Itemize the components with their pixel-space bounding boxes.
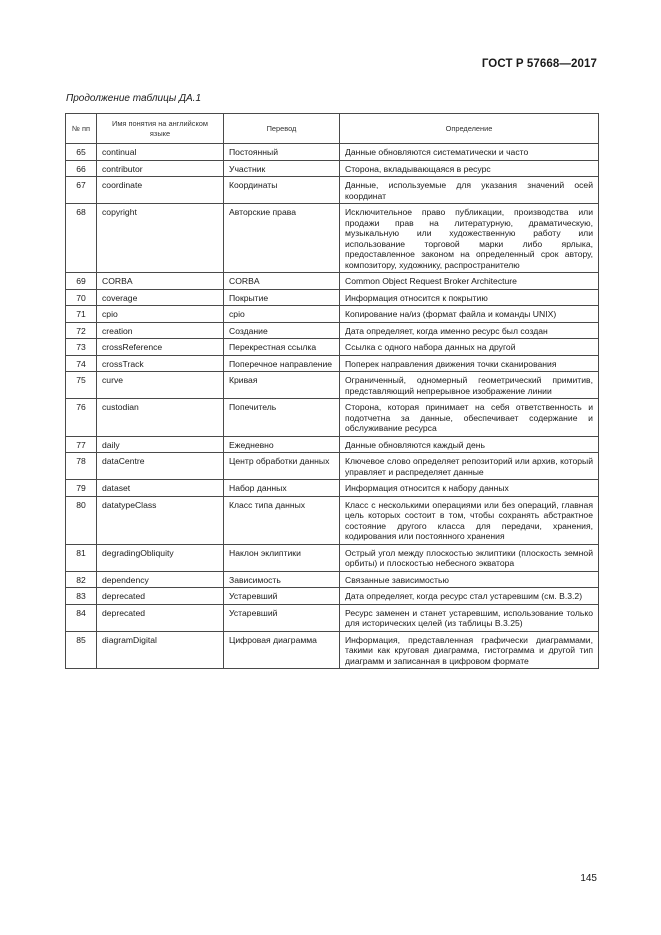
definition-cell: Класс с несколькими операциями или без операций, главная цель которых состоит в том, чтобы сохранять абстрактное состояние другого класса для передачи, хранения, кодирования или постоянного хранения: [340, 496, 599, 544]
table-row: [66, 160, 599, 177]
term-cell: dataset: [97, 480, 224, 497]
table-row: [66, 480, 599, 497]
row-number-cell: 84: [66, 604, 97, 631]
table-row: [66, 571, 599, 588]
row-number-cell: 73: [66, 339, 97, 356]
translation-cell: Наклон эклиптики: [224, 544, 340, 571]
table-row: [66, 306, 599, 323]
term-cell: datatypeClass: [97, 496, 224, 544]
column-header-translation: Перевод: [224, 114, 340, 144]
table-row: [66, 322, 599, 339]
table-row: [66, 289, 599, 306]
definition-cell: Связанные зависимостью: [340, 571, 599, 588]
definition-cell: Common Object Request Broker Architecture: [340, 273, 599, 290]
term-cell: contributor: [97, 160, 224, 177]
row-number-cell: 79: [66, 480, 97, 497]
term-cell: coverage: [97, 289, 224, 306]
table-row: [66, 339, 599, 356]
definition-cell: Информация, представленная графически диаграммами, такими как круговая диаграмма, гистограмма и другой тип диаграмм и записанная в цифровом формате: [340, 631, 599, 669]
definition-cell: Данные, используемые для указания значений осей координат: [340, 177, 599, 204]
terms-table: [65, 113, 599, 669]
table-row: [66, 273, 599, 290]
table-row: [66, 544, 599, 571]
definition-cell: Исключительное право публикации, производства или продажи прав на литературную, драматическую, музыкальную или художественную работу или использование торговой марки либо ярлыка, предоставленное законом на определенный срок автору, композитору, художнику, распространителю: [340, 204, 599, 273]
translation-cell: Устаревший: [224, 588, 340, 605]
row-number-cell: 78: [66, 453, 97, 480]
term-cell: CORBA: [97, 273, 224, 290]
table-body: [66, 144, 599, 669]
row-number-cell: 75: [66, 372, 97, 399]
table-row: [66, 604, 599, 631]
term-cell: coordinate: [97, 177, 224, 204]
definition-cell: Данные обновляются каждый день: [340, 436, 599, 453]
translation-cell: Покрытие: [224, 289, 340, 306]
column-header-number: № пп: [66, 114, 97, 144]
term-cell: diagramDigital: [97, 631, 224, 669]
term-cell: continual: [97, 144, 224, 161]
document-standard-header: ГОСТ Р 57668—2017: [481, 58, 597, 70]
definition-cell: Сторона, вкладывающаяся в ресурс: [340, 160, 599, 177]
term-cell: curve: [97, 372, 224, 399]
term-cell: daily: [97, 436, 224, 453]
term-cell: dependency: [97, 571, 224, 588]
translation-cell: Координаты: [224, 177, 340, 204]
definition-cell: Поперек направления движения точки сканирования: [340, 355, 599, 372]
definition-cell: Данные обновляются систематически и часто: [340, 144, 599, 161]
table-row: [66, 453, 599, 480]
row-number-cell: 74: [66, 355, 97, 372]
translation-cell: CORBA: [224, 273, 340, 290]
table-row: [66, 144, 599, 161]
translation-cell: Центр обработки данных: [224, 453, 340, 480]
row-number-cell: 67: [66, 177, 97, 204]
definition-cell: Ключевое слово определяет репозиторий или архив, который управляет и распределяет данные: [340, 453, 599, 480]
table-row: [66, 496, 599, 544]
row-number-cell: 72: [66, 322, 97, 339]
definition-cell: Ресурс заменен и станет устаревшим, использование только для исторических целей (из таблицы В.3.25): [340, 604, 599, 631]
translation-cell: Участник: [224, 160, 340, 177]
term-cell: crossReference: [97, 339, 224, 356]
row-number-cell: 76: [66, 399, 97, 437]
table-row: [66, 372, 599, 399]
row-number-cell: 66: [66, 160, 97, 177]
term-cell: creation: [97, 322, 224, 339]
term-cell: copyright: [97, 204, 224, 273]
term-cell: degradingObliquity: [97, 544, 224, 571]
translation-cell: Ежедневно: [224, 436, 340, 453]
translation-cell: cpio: [224, 306, 340, 323]
row-number-cell: 65: [66, 144, 97, 161]
table-row: [66, 436, 599, 453]
row-number-cell: 81: [66, 544, 97, 571]
row-number-cell: 71: [66, 306, 97, 323]
definition-cell: Острый угол между плоскостью эклиптики (плоскость земной орбиты) и плоскостью небесного экватора: [340, 544, 599, 571]
column-header-term: Имя понятия на английском языке: [97, 114, 224, 144]
table-row: [66, 204, 599, 273]
table-row: [66, 631, 599, 669]
definition-cell: Информация относится к покрытию: [340, 289, 599, 306]
translation-cell: Набор данных: [224, 480, 340, 497]
row-number-cell: 80: [66, 496, 97, 544]
page-number: 145: [580, 873, 597, 884]
term-cell: custodian: [97, 399, 224, 437]
row-number-cell: 82: [66, 571, 97, 588]
translation-cell: Постоянный: [224, 144, 340, 161]
translation-cell: Перекрестная ссылка: [224, 339, 340, 356]
row-number-cell: 85: [66, 631, 97, 669]
definition-cell: Ограниченный, одномерный геометрический примитив, представляющий непрерывное изображение линии: [340, 372, 599, 399]
row-number-cell: 77: [66, 436, 97, 453]
row-number-cell: 83: [66, 588, 97, 605]
table-row: [66, 588, 599, 605]
translation-cell: Зависимость: [224, 571, 340, 588]
definition-cell: Дата определяет, когда ресурс стал устаревшим (см. В.3.2): [340, 588, 599, 605]
table-row: [66, 399, 599, 437]
table-row: [66, 177, 599, 204]
row-number-cell: 68: [66, 204, 97, 273]
term-cell: crossTrack: [97, 355, 224, 372]
translation-cell: Попечитель: [224, 399, 340, 437]
translation-cell: Авторские права: [224, 204, 340, 273]
column-header-definition: Определение: [340, 114, 599, 144]
term-cell: deprecated: [97, 588, 224, 605]
definition-cell: Информация относится к набору данных: [340, 480, 599, 497]
table-header-row: [66, 114, 599, 144]
term-cell: deprecated: [97, 604, 224, 631]
definition-cell: Копирование на/из (формат файла и команды UNIX): [340, 306, 599, 323]
term-cell: dataCentre: [97, 453, 224, 480]
definition-cell: Сторона, которая принимает на себя ответственность и подотчетна за данные, обеспечивает содержание и обслуживание ресурса: [340, 399, 599, 437]
term-cell: cpio: [97, 306, 224, 323]
definition-cell: Ссылка с одного набора данных на другой: [340, 339, 599, 356]
table-row: [66, 355, 599, 372]
translation-cell: Кривая: [224, 372, 340, 399]
translation-cell: Поперечное направление: [224, 355, 340, 372]
translation-cell: Цифровая диаграмма: [224, 631, 340, 669]
translation-cell: Создание: [224, 322, 340, 339]
row-number-cell: 69: [66, 273, 97, 290]
row-number-cell: 70: [66, 289, 97, 306]
definition-cell: Дата определяет, когда именно ресурс был создан: [340, 322, 599, 339]
translation-cell: Устаревший: [224, 604, 340, 631]
translation-cell: Класс типа данных: [224, 496, 340, 544]
table-caption: Продолжение таблицы ДА.1: [66, 93, 202, 104]
